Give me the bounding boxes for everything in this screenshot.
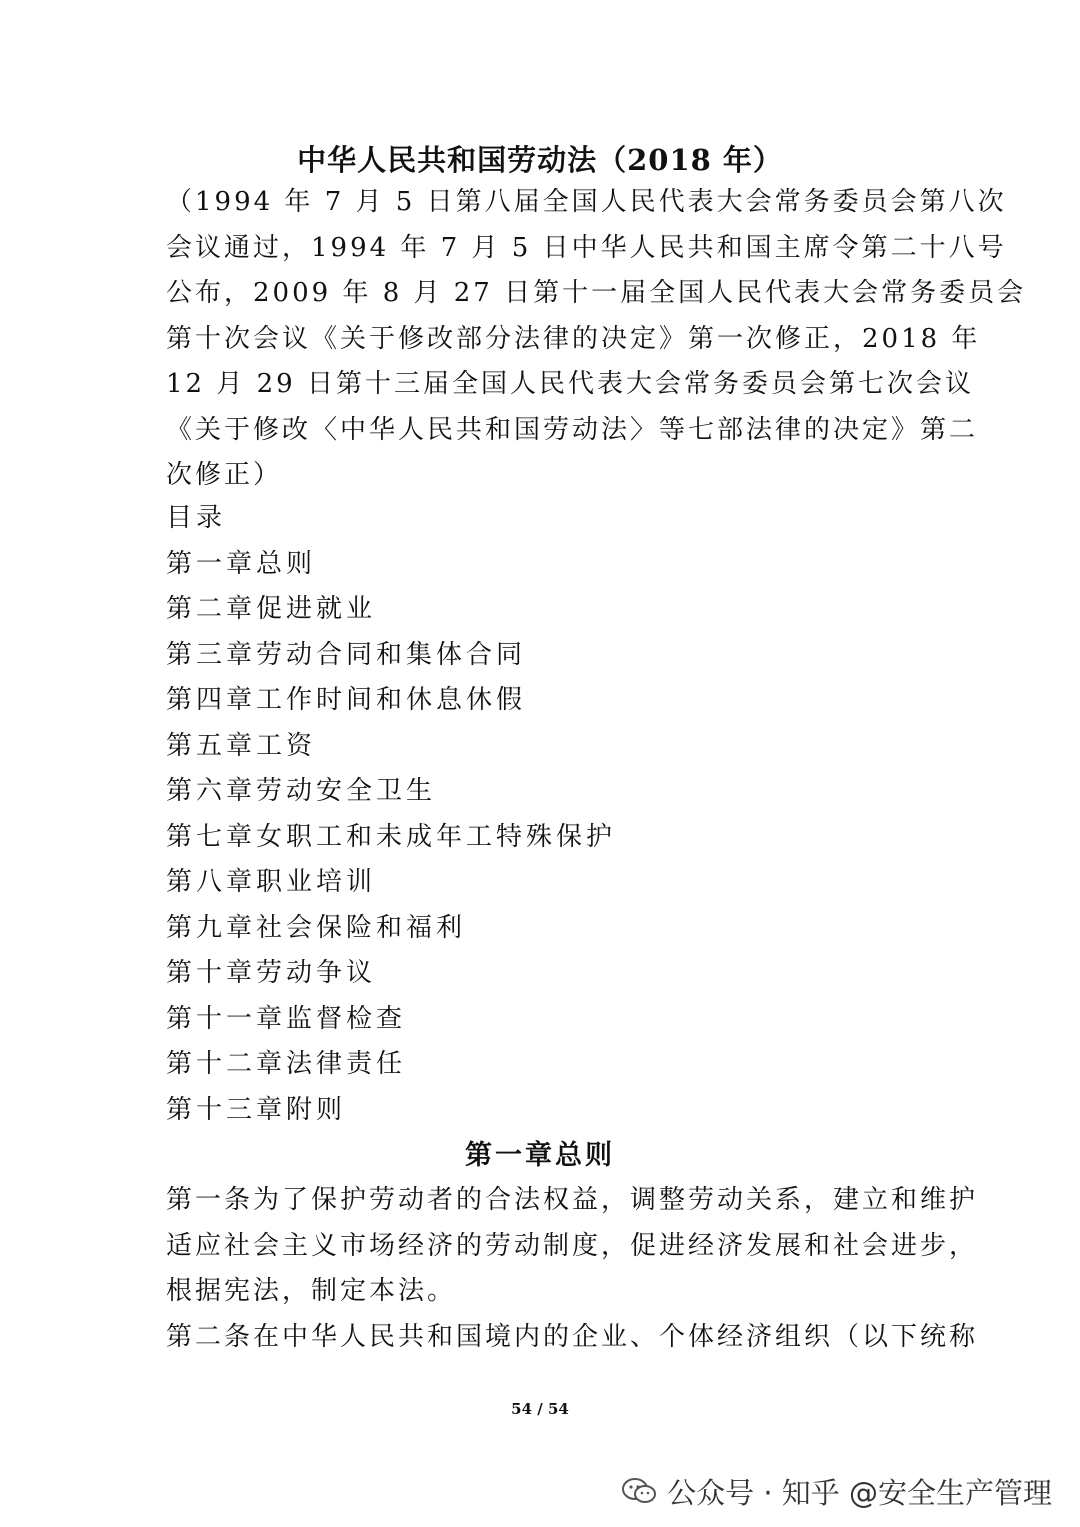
toc-item: 第九章社会保险和福利 xyxy=(166,912,467,943)
toc-item: 第四章工作时间和休息休假 xyxy=(166,685,527,715)
watermark xyxy=(621,1469,1052,1513)
intro-line: 公布，2009 年 8 月 27 日第十一届全国人民代表大会常务委员会 xyxy=(166,278,1027,308)
toc-item: 第二章促进就业 xyxy=(166,594,377,624)
body-line: 第二条在中华人民共和国境内的企业、个体经济组织（以下统称 xyxy=(166,1321,979,1352)
toc-item: 第十章劳动争议 xyxy=(166,958,377,988)
intro-line: （1994 年 7 月 5 日第八届全国人民代表大会常务委员会第八次 xyxy=(166,187,1007,217)
toc-item: 第五章工资 xyxy=(166,730,317,761)
watermark-text: 公众号 · 知乎 @安全生产管理 xyxy=(667,1475,1052,1510)
toc-item: 第十三章附则 xyxy=(166,1094,347,1125)
toc-item: 第三章劳动合同和集体合同 xyxy=(166,639,527,670)
document-title: 中华人民共和国劳动法（2018 年） xyxy=(297,143,783,177)
body-line: 适应社会主义市场经济的劳动制度，促进经济发展和社会进步， xyxy=(166,1230,979,1261)
wechat-icon xyxy=(621,1477,657,1505)
body-line: 根据宪法，制定本法。 xyxy=(166,1276,457,1306)
promulgation-note xyxy=(166,180,1027,499)
toc-heading: 目录 xyxy=(166,503,227,533)
intro-line: 12 月 29 日第十三届全国人民代表大会常务委员会第七次会议 xyxy=(166,369,974,399)
toc-item: 第七章女职工和未成年工特殊保护 xyxy=(166,821,617,852)
table-of-contents xyxy=(166,496,926,1133)
intro-line: 会议通过，1994 年 7 月 5 日中华人民共和国主席令第二十八号 xyxy=(166,232,1007,263)
toc-item: 第一章总则 xyxy=(166,548,317,579)
intro-line: 《关于修改〈中华人民共和国劳动法〉等七部法律的决定》第二 xyxy=(166,414,979,445)
article-text xyxy=(166,1178,979,1360)
page-number: 54 / 54 xyxy=(511,1400,569,1418)
toc-item: 第十二章法律责任 xyxy=(166,1049,407,1079)
toc-item: 第八章职业培训 xyxy=(166,867,377,897)
toc-item: 第六章劳动安全卫生 xyxy=(166,776,437,806)
toc-item: 第十一章监督检查 xyxy=(166,1003,407,1034)
intro-line: 第十次会议《关于修改部分法律的决定》第一次修正，2018 年 xyxy=(166,323,981,354)
intro-line: 次修正） xyxy=(166,460,283,490)
body-line: 第一条为了保护劳动者的合法权益，调整劳动关系，建立和维护 xyxy=(166,1185,979,1215)
chapter-heading: 第一章总则 xyxy=(465,1140,615,1171)
